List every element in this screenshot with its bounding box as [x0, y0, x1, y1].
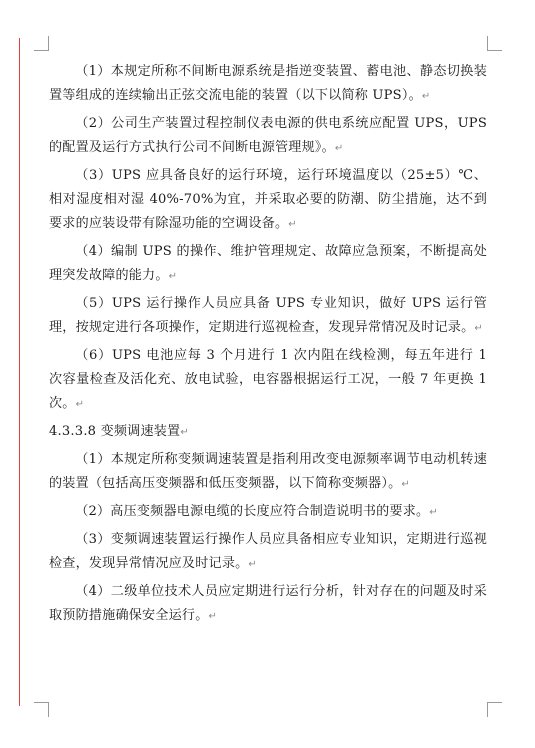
paragraph-text: （1）本规定所称不间断电源系统是指逆变装置、蓄电池、静态切换装置等组成的连续输出正弦交流电能的装置（以下以简称 UPS）。 — [49, 64, 487, 103]
paragraph-ups-6[interactable] — [49, 344, 487, 417]
paragraph-ups-2[interactable] — [49, 112, 487, 161]
paragraph-mark-icon: ↵ — [474, 323, 483, 334]
paragraph-mark-icon: ↵ — [75, 399, 85, 410]
paragraph-mark-icon: ↵ — [334, 143, 344, 154]
crop-mark-top-right — [487, 36, 502, 51]
paragraph-mark-icon: ↵ — [248, 559, 257, 570]
margin-line — [19, 38, 20, 706]
paragraph-mark-icon: ↵ — [168, 271, 178, 282]
paragraph-vfd-4[interactable] — [49, 580, 487, 629]
crop-mark-bottom-left — [34, 702, 49, 717]
paragraph-text: （6）UPS 电池应每 3 个月进行 1 次内阻在线检测，每五年进行 1 次容量检查及活化充、放电试验，电容器根据运行工况，一般 7 年更换 1 次。 — [49, 348, 487, 411]
paragraph-ups-4[interactable] — [49, 240, 487, 289]
crop-mark-top-left — [34, 36, 49, 51]
crop-mark-bottom-right — [487, 702, 502, 717]
paragraph-mark-icon: ↵ — [180, 427, 189, 438]
paragraph-text: （1）本规定所称变频调速装置是指利用改变电源频率调节电动机转速的装置（包括高压变频器和低压变频器，以下简称变频器）。 — [49, 452, 487, 491]
paragraph-vfd-1[interactable] — [49, 448, 487, 497]
paragraph-mark-icon: ↵ — [288, 219, 297, 230]
document-body[interactable] — [49, 60, 487, 632]
paragraph-vfd-2[interactable] — [49, 500, 487, 525]
paragraph-ups-3[interactable] — [49, 164, 487, 237]
heading-text: 4.3.3.8 变频调速装置 — [49, 424, 181, 439]
paragraph-mark-icon: ↵ — [401, 479, 410, 490]
paragraph-ups-1[interactable] — [49, 60, 487, 109]
paragraph-text: （3）变频调速装置运行操作人员应具备相应专业知识，定期进行巡视检查，发现异常情况应及时记录。 — [49, 532, 487, 571]
paragraph-text: （4）二级单位技术人员应定期进行运行分析，针对存在的问题及时采取预防措施确保安全运行。 — [49, 584, 487, 623]
paragraph-vfd-3[interactable] — [49, 528, 487, 577]
paragraph-text: （5）UPS 运行操作人员应具备 UPS 专业知识，做好 UPS 运行管理，按规定进行各项操作，定期进行巡视检查，发现异常情况及时记录。 — [49, 296, 487, 335]
paragraph-mark-icon: ↵ — [208, 611, 218, 622]
paragraph-mark-icon: ↵ — [429, 507, 438, 518]
paragraph-text: （2）公司生产装置过程控制仪表电源的供电系统应配置 UPS，UPS 的配置及运行方式执行公司不间断电源管理规》。 — [49, 116, 487, 155]
paragraph-ups-5[interactable] — [49, 292, 487, 341]
paragraph-text: （2）高压变频器电源电缆的长度应符合制造说明书的要求。 — [75, 504, 430, 519]
paragraph-mark-icon: ↵ — [421, 91, 431, 102]
paragraph-text: （3）UPS 应具备良好的运行环境，运行环境温度以（25±5）℃、相对湿度相对湿 40%-70%为宜，并采取必要的防潮、防尘措施，达不到要求的应装设带有除湿功能的空调设备。 — [49, 168, 487, 231]
section-heading[interactable] — [49, 420, 487, 445]
paragraph-text: （4）编制 UPS 的操作、维护管理规定、故障应急预案，不断提高处理突发故障的能力。 — [49, 244, 487, 283]
